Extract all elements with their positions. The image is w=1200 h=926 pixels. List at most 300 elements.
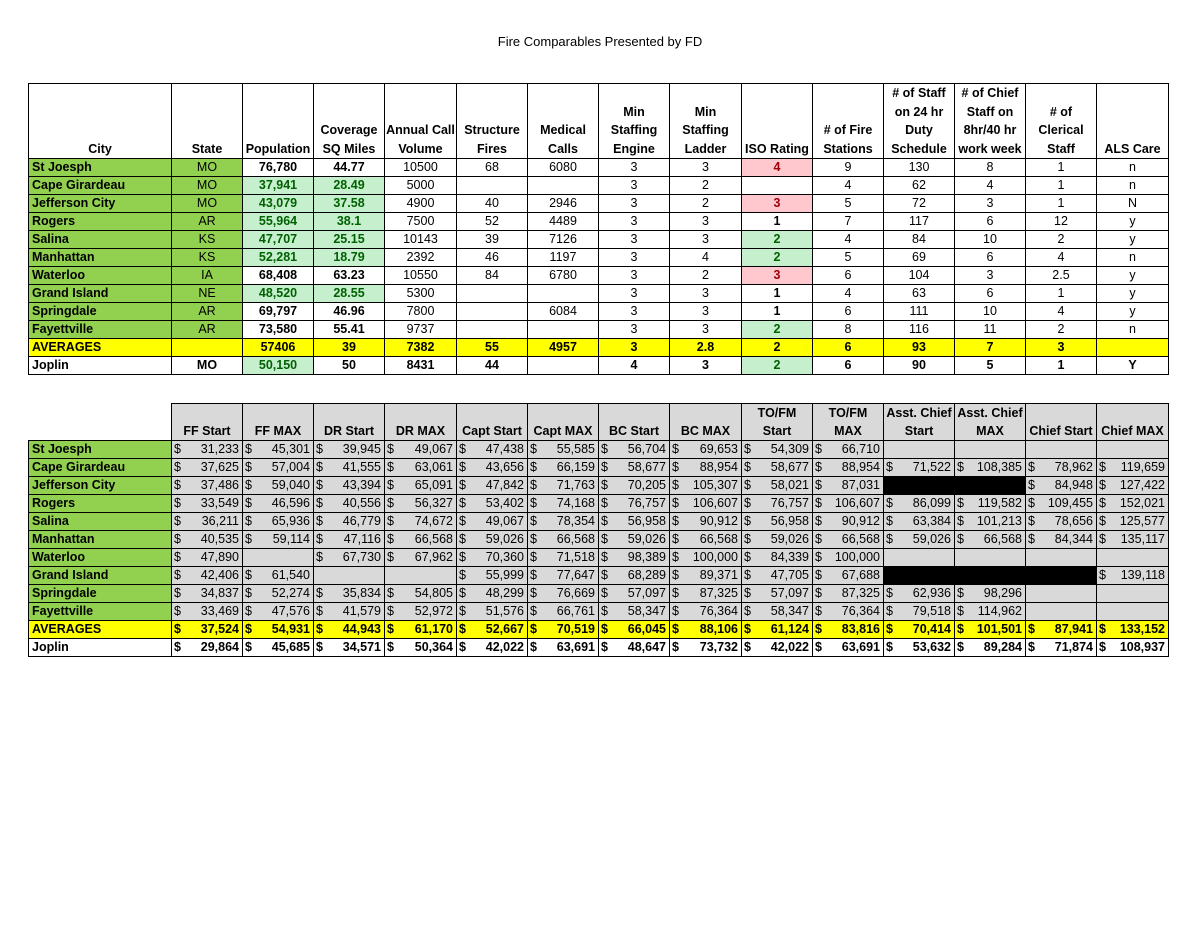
amount: 106,607 <box>692 496 738 510</box>
salary-cell <box>599 459 670 477</box>
amount: 57,004 <box>271 460 310 474</box>
salary-cell <box>599 513 670 531</box>
dollar-sign: $ <box>174 640 181 654</box>
amount: 34,837 <box>200 586 239 600</box>
dollar-sign: $ <box>316 514 323 528</box>
salary-cell <box>742 531 813 549</box>
salary-cell <box>172 531 243 549</box>
salary-cell <box>670 639 742 657</box>
dollar-sign: $ <box>957 604 964 618</box>
average-cell <box>1026 621 1097 639</box>
dollar-sign: $ <box>957 586 964 600</box>
dollar-sign: $ <box>387 514 394 528</box>
dollar-sign: $ <box>815 514 822 528</box>
salary-cell <box>314 513 385 531</box>
dollar-sign: $ <box>744 604 751 618</box>
salary-cell <box>813 639 884 657</box>
data-cell <box>457 321 528 339</box>
salary-cell <box>243 639 314 657</box>
table-row <box>29 213 1169 231</box>
dollar-sign: $ <box>744 460 751 474</box>
average-cell: 4957 <box>528 339 599 357</box>
salary-cell <box>314 603 385 621</box>
dollar-sign: $ <box>387 496 394 510</box>
table-row <box>29 267 1169 285</box>
averages-label: AVERAGES <box>29 339 172 357</box>
dollar-sign: $ <box>245 640 252 654</box>
data-cell: 4 <box>813 231 884 249</box>
data-cell: 3 <box>599 159 670 177</box>
dollar-sign: $ <box>957 532 964 546</box>
amount: 57,097 <box>627 586 666 600</box>
data-cell: 4 <box>813 285 884 303</box>
salary-cell <box>670 567 742 585</box>
data-cell: 130 <box>884 159 955 177</box>
amount: 50,364 <box>414 640 453 654</box>
salary-cell <box>385 441 457 459</box>
dollar-sign: $ <box>744 640 751 654</box>
amount: 56,704 <box>627 442 666 456</box>
data-cell: 7500 <box>385 213 457 231</box>
amount: 78,354 <box>556 514 595 528</box>
dollar-sign: $ <box>387 586 394 600</box>
dollar-sign: $ <box>1099 532 1106 546</box>
amount: 70,519 <box>556 622 595 636</box>
amount: 61,540 <box>271 568 310 582</box>
dollar-sign: $ <box>957 460 964 474</box>
city-cell: Grand Island <box>29 567 172 585</box>
amount: 90,912 <box>841 514 880 528</box>
dollar-sign: $ <box>886 460 893 474</box>
data-cell: 69,797 <box>243 303 314 321</box>
city-cell: Cape Girardeau <box>29 459 172 477</box>
data-cell: 3 <box>599 195 670 213</box>
amount: 48,299 <box>485 586 524 600</box>
data-cell: 4 <box>742 159 813 177</box>
salary-cell <box>599 585 670 603</box>
amount: 55,585 <box>556 442 595 456</box>
amount: 100,000 <box>834 550 880 564</box>
salary-cell <box>742 639 813 657</box>
amount: 35,834 <box>342 586 381 600</box>
salary-cell <box>385 603 457 621</box>
salary-cell <box>528 459 599 477</box>
salary-cell <box>457 477 528 495</box>
amount: 70,205 <box>627 478 666 492</box>
data-cell: 2 <box>670 195 742 213</box>
average-cell: 2 <box>742 339 813 357</box>
salary-cell <box>599 495 670 513</box>
salary-cell <box>314 549 385 567</box>
average-cell <box>385 621 457 639</box>
data-cell: 2 <box>742 249 813 267</box>
data-cell: 3 <box>742 267 813 285</box>
data-cell: 10 <box>955 231 1026 249</box>
salary-cell <box>457 585 528 603</box>
dollar-sign: $ <box>245 532 252 546</box>
data-cell: 1 <box>1026 195 1097 213</box>
dollar-sign: $ <box>174 568 181 582</box>
salary-cell <box>1026 495 1097 513</box>
average-cell <box>955 621 1026 639</box>
data-cell: 12 <box>1026 213 1097 231</box>
column-header: # of Fire Stations <box>813 84 884 159</box>
data-cell: MO <box>172 159 243 177</box>
city-cell: Waterloo <box>29 267 172 285</box>
salary-cell <box>742 513 813 531</box>
salary-cell <box>528 441 599 459</box>
salary-cell <box>385 459 457 477</box>
data-cell: 10 <box>955 303 1026 321</box>
amount: 87,941 <box>1054 622 1093 636</box>
salary-cell <box>243 459 314 477</box>
salary-cell <box>243 495 314 513</box>
dollar-sign: $ <box>815 604 822 618</box>
average-cell <box>742 621 813 639</box>
data-cell: 50 <box>314 357 385 375</box>
salary-cell <box>314 567 385 585</box>
salary-cell <box>670 513 742 531</box>
data-cell: n <box>1097 159 1169 177</box>
amount: 109,455 <box>1047 496 1093 510</box>
dollar-sign: $ <box>245 622 252 636</box>
salary-cell <box>1097 585 1169 603</box>
data-cell: y <box>1097 231 1169 249</box>
data-cell: 2392 <box>385 249 457 267</box>
salary-cell <box>172 441 243 459</box>
amount: 73,732 <box>699 640 738 654</box>
data-cell: AR <box>172 321 243 339</box>
dollar-sign: $ <box>530 514 537 528</box>
data-cell: 50,150 <box>243 357 314 375</box>
table-row <box>29 231 1169 249</box>
data-cell: 1197 <box>528 249 599 267</box>
amount: 70,360 <box>485 550 524 564</box>
data-cell: 10550 <box>385 267 457 285</box>
data-cell: 7 <box>813 213 884 231</box>
averages-row <box>29 339 1169 357</box>
amount: 59,040 <box>271 478 310 492</box>
dollar-sign: $ <box>672 550 679 564</box>
data-cell: 4900 <box>385 195 457 213</box>
joplin-row <box>29 357 1169 375</box>
amount: 54,309 <box>770 442 809 456</box>
city-cell: Springdale <box>29 585 172 603</box>
average-cell <box>884 621 955 639</box>
amount: 46,596 <box>271 496 310 510</box>
dollar-sign: $ <box>459 568 466 582</box>
amount: 40,535 <box>200 532 239 546</box>
amount: 42,022 <box>485 640 524 654</box>
salary-cell <box>1097 567 1169 585</box>
dollar-sign: $ <box>316 532 323 546</box>
salary-cell <box>813 585 884 603</box>
data-cell: 48,520 <box>243 285 314 303</box>
column-header: # of Chief Staff on 8hr/40 hr work week <box>955 84 1026 159</box>
city-cell: Grand Island <box>29 285 172 303</box>
dollar-sign: $ <box>174 478 181 492</box>
salary-cell <box>314 531 385 549</box>
data-cell: 116 <box>884 321 955 339</box>
data-cell: 3 <box>670 285 742 303</box>
dollar-sign: $ <box>672 442 679 456</box>
dollar-sign: $ <box>316 622 323 636</box>
dollar-sign: $ <box>672 640 679 654</box>
dollar-sign: $ <box>601 496 608 510</box>
data-cell: 10500 <box>385 159 457 177</box>
salary-cell <box>1026 603 1097 621</box>
amount: 58,347 <box>627 604 666 618</box>
data-cell: 117 <box>884 213 955 231</box>
dollar-sign: $ <box>601 640 608 654</box>
data-cell: 104 <box>884 267 955 285</box>
dollar-sign: $ <box>957 640 964 654</box>
dollar-sign: $ <box>1099 496 1106 510</box>
amount: 29,864 <box>200 640 239 654</box>
column-header: Population <box>243 84 314 159</box>
dollar-sign: $ <box>245 586 252 600</box>
city-cell: Fayettville <box>29 603 172 621</box>
salary-cell <box>314 441 385 459</box>
average-cell: 93 <box>884 339 955 357</box>
dollar-sign: $ <box>1099 514 1106 528</box>
data-cell: 84 <box>457 267 528 285</box>
dollar-sign: $ <box>174 550 181 564</box>
amount: 66,159 <box>556 460 595 474</box>
data-cell: 8 <box>955 159 1026 177</box>
amount: 58,021 <box>770 478 809 492</box>
data-cell: 1 <box>1026 177 1097 195</box>
amount: 59,026 <box>770 532 809 546</box>
data-cell: 3 <box>955 195 1026 213</box>
dollar-sign: $ <box>530 586 537 600</box>
data-cell: 1 <box>742 303 813 321</box>
data-cell: 6 <box>813 357 884 375</box>
amount: 66,045 <box>627 622 666 636</box>
dollar-sign: $ <box>387 532 394 546</box>
amount: 46,779 <box>342 514 381 528</box>
data-cell: 6 <box>813 267 884 285</box>
table-row <box>29 495 1169 513</box>
average-cell <box>457 621 528 639</box>
column-header: DR Start <box>314 404 385 441</box>
data-cell: 1 <box>1026 159 1097 177</box>
dollar-sign: $ <box>530 550 537 564</box>
salary-cell <box>742 441 813 459</box>
amount: 67,730 <box>342 550 381 564</box>
dollar-sign: $ <box>1028 478 1035 492</box>
amount: 47,890 <box>200 550 239 564</box>
salary-cell <box>1097 531 1169 549</box>
dollar-sign: $ <box>387 442 394 456</box>
amount: 53,632 <box>912 640 951 654</box>
salary-cell <box>670 477 742 495</box>
data-cell: 55,964 <box>243 213 314 231</box>
city-cell: St Joesph <box>29 441 172 459</box>
salary-cell <box>884 567 955 585</box>
column-header: Medical Calls <box>528 84 599 159</box>
salary-cell <box>884 513 955 531</box>
dollar-sign: $ <box>672 604 679 618</box>
data-cell: 111 <box>884 303 955 321</box>
salary-cell <box>1026 441 1097 459</box>
amount: 77,647 <box>556 568 595 582</box>
column-header: Structure Fires <box>457 84 528 159</box>
dollar-sign: $ <box>387 604 394 618</box>
data-cell: 5000 <box>385 177 457 195</box>
dollar-sign: $ <box>387 478 394 492</box>
data-cell: 73,580 <box>243 321 314 339</box>
amount: 101,213 <box>976 514 1022 528</box>
amount: 76,669 <box>556 586 595 600</box>
amount: 47,576 <box>271 604 310 618</box>
city-cell: Springdale <box>29 303 172 321</box>
dollar-sign: $ <box>815 460 822 474</box>
salary-cell <box>457 531 528 549</box>
dollar-sign: $ <box>886 622 893 636</box>
data-cell: 76,780 <box>243 159 314 177</box>
data-cell: 3 <box>599 303 670 321</box>
salary-cell <box>1026 513 1097 531</box>
data-cell: 11 <box>955 321 1026 339</box>
dollar-sign: $ <box>530 568 537 582</box>
amount: 114,962 <box>977 604 1022 618</box>
amount: 54,931 <box>271 622 310 636</box>
dollar-sign: $ <box>459 478 466 492</box>
salary-cell <box>243 567 314 585</box>
average-cell: 3 <box>599 339 670 357</box>
dollar-sign: $ <box>530 442 537 456</box>
amount: 65,091 <box>414 478 453 492</box>
salary-cell <box>457 567 528 585</box>
dollar-sign: $ <box>1028 622 1035 636</box>
data-cell <box>528 177 599 195</box>
data-cell: 62 <box>884 177 955 195</box>
column-header: FF MAX <box>243 404 314 441</box>
salary-cell <box>955 585 1026 603</box>
data-cell: y <box>1097 213 1169 231</box>
data-cell: 8431 <box>385 357 457 375</box>
salary-cell <box>172 495 243 513</box>
salary-cell <box>457 441 528 459</box>
salary-cell <box>457 495 528 513</box>
data-cell: 63 <box>884 285 955 303</box>
data-cell: 3 <box>599 177 670 195</box>
amount: 66,568 <box>414 532 453 546</box>
amount: 52,274 <box>271 586 310 600</box>
data-cell: N <box>1097 195 1169 213</box>
city-cell: Manhattan <box>29 531 172 549</box>
table-row <box>29 513 1169 531</box>
salary-cell <box>243 513 314 531</box>
average-cell: 57406 <box>243 339 314 357</box>
dollar-sign: $ <box>815 622 822 636</box>
city-cell: Jefferson City <box>29 195 172 213</box>
amount: 66,710 <box>841 442 880 456</box>
table-row <box>29 177 1169 195</box>
amount: 43,656 <box>485 460 524 474</box>
data-cell: n <box>1097 321 1169 339</box>
average-cell <box>314 621 385 639</box>
column-header: Capt Start <box>457 404 528 441</box>
dollar-sign: $ <box>245 568 252 582</box>
data-cell: 6 <box>955 213 1026 231</box>
data-cell: 90 <box>884 357 955 375</box>
salary-cell <box>599 639 670 657</box>
dollar-sign: $ <box>601 532 608 546</box>
salary-cell <box>599 549 670 567</box>
amount: 44,943 <box>342 622 381 636</box>
salary-cell <box>314 585 385 603</box>
salary-cell <box>1097 495 1169 513</box>
dollar-sign: $ <box>174 622 181 636</box>
amount: 59,026 <box>912 532 951 546</box>
city-cell: Manhattan <box>29 249 172 267</box>
dollar-sign: $ <box>957 622 964 636</box>
salary-cell <box>1097 477 1169 495</box>
average-cell <box>813 621 884 639</box>
data-cell: 7126 <box>528 231 599 249</box>
dollar-sign: $ <box>530 532 537 546</box>
average-cell: 6 <box>813 339 884 357</box>
data-cell: 37.58 <box>314 195 385 213</box>
data-cell: 2 <box>670 177 742 195</box>
salary-cell <box>813 459 884 477</box>
data-cell: y <box>1097 303 1169 321</box>
dollar-sign: $ <box>886 604 893 618</box>
amount: 37,625 <box>200 460 239 474</box>
table-row <box>29 567 1169 585</box>
averages-row <box>29 621 1169 639</box>
dollar-sign: $ <box>744 478 751 492</box>
data-cell: 6 <box>955 285 1026 303</box>
data-cell: 5 <box>955 357 1026 375</box>
salary-cell <box>528 567 599 585</box>
salary-cell <box>1097 639 1169 657</box>
data-cell: 1 <box>742 285 813 303</box>
dollar-sign: $ <box>174 586 181 600</box>
data-cell: 46.96 <box>314 303 385 321</box>
salary-cell <box>172 459 243 477</box>
amount: 58,677 <box>627 460 666 474</box>
amount: 62,936 <box>912 586 951 600</box>
salary-cell <box>742 567 813 585</box>
salary-cell <box>884 603 955 621</box>
data-cell: 2 <box>670 267 742 285</box>
dollar-sign: $ <box>957 496 964 510</box>
data-cell: 52 <box>457 213 528 231</box>
salary-cell <box>172 513 243 531</box>
dollar-sign: $ <box>815 496 822 510</box>
salary-cell <box>670 603 742 621</box>
data-cell: 3 <box>670 213 742 231</box>
dollar-sign: $ <box>1028 640 1035 654</box>
salary-cell <box>742 495 813 513</box>
city-cell: St Joesph <box>29 159 172 177</box>
amount: 79,518 <box>912 604 951 618</box>
salary-cell <box>172 567 243 585</box>
salary-cell <box>1026 459 1097 477</box>
amount: 108,385 <box>976 460 1022 474</box>
table-row <box>29 303 1169 321</box>
salary-cell <box>813 441 884 459</box>
table-row <box>29 585 1169 603</box>
salary-cell <box>884 441 955 459</box>
salary-cell <box>528 549 599 567</box>
salary-cell <box>884 585 955 603</box>
salary-cell <box>243 477 314 495</box>
salary-cell <box>955 441 1026 459</box>
